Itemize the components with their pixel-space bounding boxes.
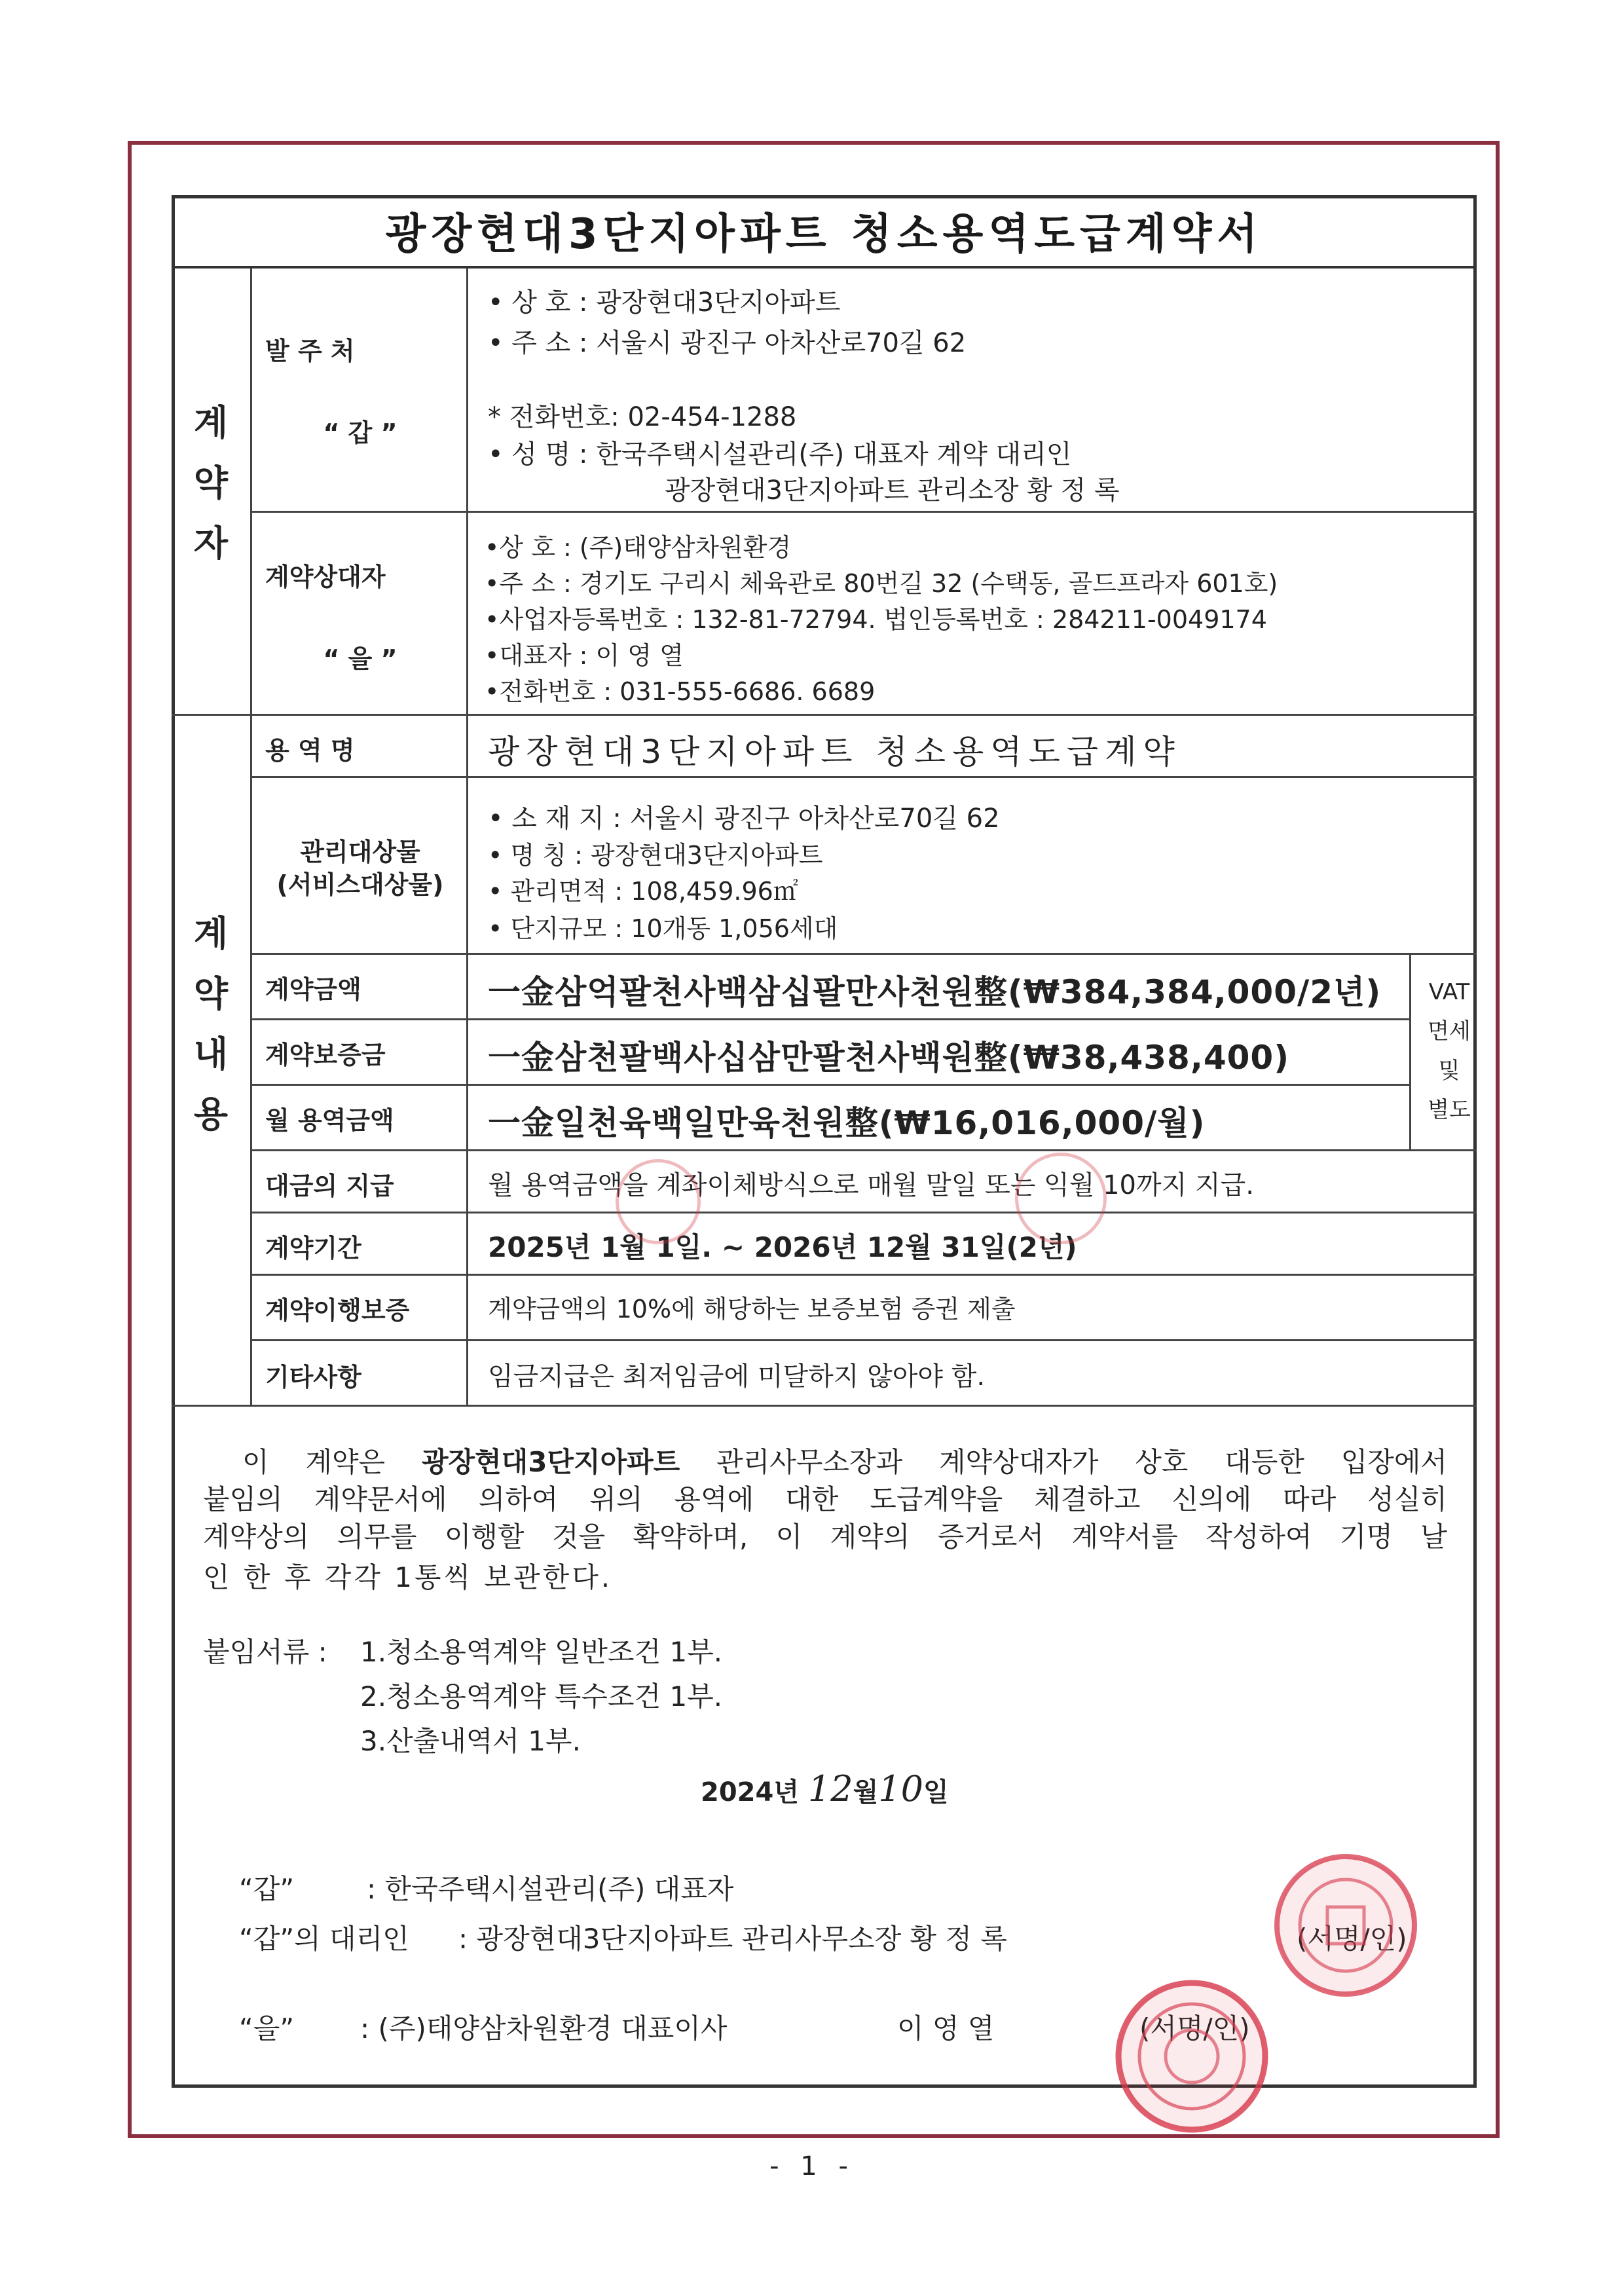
vat-note-2: 면세 [1428, 1018, 1471, 1045]
party-a-label-text: 발 주 처 [265, 337, 355, 365]
party-b-line-5: •전화번호 : 031-555-6686. 6689 [485, 677, 876, 706]
sign-b-text: : (주)태양삼차원환경 대표이사 [360, 2012, 728, 2045]
vat-note-3: 및 [1438, 1058, 1460, 1084]
payment-label-text: 대금의 지급 [265, 1172, 394, 1200]
property-sub-label-text: (서비스대상물) [276, 870, 444, 899]
property-line-3: • 관리면적 : 108,459.96㎡ [488, 877, 798, 906]
deposit-label [265, 1035, 452, 1071]
payment-value: 월 용역금액을 계좌이체방식으로 매월 말일 또는 익월 10까지 지급. [488, 1170, 1254, 1200]
seal-outer-ring [1277, 1857, 1414, 1994]
grid-line [250, 1274, 1477, 1276]
service-name-label-text: 용 역 명 [265, 736, 355, 765]
contract-date [701, 1768, 949, 1809]
party-a-line-1: • 상 호 : 광장현대3단지아파트 [488, 287, 841, 318]
attachment-3: 3.산출내역서 1부. [360, 1725, 581, 1757]
party-b-line-3: •사업자등록번호 : 132-81-72794. 법인등록번호 : 284211-0049174 [485, 605, 1267, 634]
seal-stamp-faint [616, 1159, 701, 1244]
date-month-unit: 월 [853, 1777, 879, 1807]
other-label [265, 1357, 452, 1393]
grid-line [250, 953, 1477, 955]
party-a-line-2: • 주 소 : 서울시 광진구 아차산로70길 62 [488, 328, 967, 358]
party-b-label-text: 계약상대자 [265, 563, 386, 591]
party-a-line-5: 광장현대3단지아파트 관리소장 황 정 록 [665, 475, 1120, 506]
other-label-text: 기타사항 [265, 1363, 361, 1392]
seal-stamp-b [1107, 1971, 1277, 2141]
monthly-value: 一金일천육백일만육천원整(₩16,016,000/월) [488, 1104, 1206, 1142]
sign-a-agent-text: : 광장현대3단지아파트 관리사무소장 황 정 록 [458, 1923, 1007, 1955]
grid-line [172, 1405, 1477, 1407]
deposit-value: 一金삼천팔백사십삼만팔천사백원整(₩38,438,400) [488, 1039, 1290, 1077]
payment-label [265, 1166, 452, 1202]
party-b-eul-label [282, 639, 439, 675]
grid-line [250, 1149, 1477, 1151]
sign-a-agent-label: “갑”의 대리인 [239, 1923, 409, 1955]
service-name-value: 광장현대3단지아파트 청소용역도급계약 [488, 733, 1181, 771]
vat-note-1: VAT [1428, 979, 1470, 1005]
party-a-gap-label [282, 413, 439, 449]
party-b-line-4: •대표자 : 이 영 열 [485, 641, 684, 670]
vat-note [1413, 972, 1485, 1130]
attachment-1: 1.청소용역계약 일반조건 1부. [360, 1636, 723, 1668]
grid-line [1409, 953, 1411, 1149]
para-bold-name: 광장현대3단지아파트 [421, 1446, 680, 1478]
date-day-handwritten: 10 [878, 1768, 923, 1809]
property-label [262, 832, 458, 868]
amount-value: 一金삼억팔천사백삼십팔만사천원整(₩384,384,000/2년) [488, 973, 1382, 1011]
page-number: - 1 - [769, 2151, 855, 2181]
sign-a-text: : 한국주택시설관리(주) 대표자 [367, 1873, 734, 1905]
party-b-line-1: •상 호 : (주)태양삼차원환경 [485, 533, 792, 562]
grid-line [250, 1212, 1477, 1213]
party-a-label [265, 331, 452, 367]
grid-line [250, 776, 1477, 778]
party-a-line-4: • 성 명 : 한국주택시설관리(주) 대표자 계약 대리인 [488, 439, 1072, 470]
sign-b-name: 이 영 열 [897, 2012, 995, 2045]
date-day-unit: 일 [923, 1777, 949, 1807]
party-a-line-3: * 전화번호: 02-454-1288 [488, 402, 797, 432]
date-month-handwritten: 12 [807, 1768, 853, 1809]
grid-line [250, 1084, 1409, 1086]
period-label [265, 1228, 452, 1264]
grid-line [250, 268, 252, 1405]
para-line1-rest: 관리사무소장과 계약상대자가 상호 대등한 입장에서 [680, 1446, 1447, 1478]
guarantee-label-text: 계약이행보증 [265, 1296, 410, 1325]
sign-b-label: “을” [239, 2012, 295, 2045]
party-b-eul-text: “ 을 ” [323, 644, 397, 673]
property-sub-label [259, 864, 462, 900]
property-line-2: • 명 칭 : 광장현대3단지아파트 [488, 841, 823, 870]
property-label-text: 관리대상물 [300, 838, 420, 866]
attachment-2: 2.청소용역계약 특수조건 1부. [360, 1680, 723, 1713]
seal-stamp-a [1267, 1847, 1424, 2004]
agreement-paragraph-line-2: 붙임의 계약문서에 의하여 위의 용역에 대한 도급계약을 체결하고 신의에 따라 성실히 [203, 1483, 1447, 1515]
deposit-label-text: 계약보증금 [265, 1041, 386, 1069]
period-label-text: 계약기간 [265, 1234, 361, 1263]
service-name-label [265, 730, 452, 766]
guarantee-label [265, 1290, 452, 1326]
para-prefix: 이 계약은 [242, 1446, 422, 1478]
sign-a-label: “갑” [239, 1873, 295, 1905]
guarantee-value: 계약금액의 10%에 해당하는 보증보험 증권 제출 [488, 1295, 1016, 1324]
grid-line [250, 1339, 1477, 1341]
property-line-4: • 단지규모 : 10개동 1,056세대 [488, 914, 838, 943]
seal-stamp-faint [1015, 1153, 1107, 1244]
party-b-line-2: •주 소 : 경기도 구리시 체육관로 80번길 32 (수택동, 골드프라자 601호) [485, 569, 1278, 598]
grid-line [466, 268, 468, 1405]
agreement-paragraph-line-3: 계약상의 의무를 이행할 것을 확약하며, 이 계약의 증거로서 계약서를 작성하여 기명 날 [203, 1521, 1447, 1553]
party-b-label [265, 557, 452, 593]
category-contract: 계약내용 [193, 913, 229, 1135]
amount-label [265, 969, 452, 1005]
grid-line [250, 511, 1477, 513]
amount-label-text: 계약금액 [265, 975, 361, 1004]
category-parties: 계약자 [193, 402, 229, 564]
party-a-gap-text: “ 갑 ” [323, 418, 397, 447]
document-title: 광장현대3단지아파트 청소용역도급계약서 [172, 195, 1477, 268]
grid-line [250, 1018, 1409, 1020]
date-year: 2024년 [701, 1777, 799, 1807]
agreement-paragraph-line-4: 인 한 후 각각 1통씩 보관한다. [203, 1561, 613, 1593]
grid-line [172, 714, 1477, 716]
attachments-label: 붙임서류 : [203, 1636, 327, 1668]
agreement-paragraph-line-1 [203, 1444, 1447, 1481]
vat-note-4: 별도 [1428, 1097, 1471, 1123]
period-value: 2025년 1월 1일. ~ 2026년 12월 31일(2년) [488, 1231, 1077, 1263]
other-value: 임금지급은 최저임금에 미달하지 않아야 함. [488, 1361, 986, 1392]
monthly-label-text: 월 용역금액 [265, 1106, 394, 1135]
monthly-label [265, 1100, 452, 1136]
property-line-1: • 소 재 지 : 서울시 광진구 아차산로70길 62 [488, 804, 1000, 834]
